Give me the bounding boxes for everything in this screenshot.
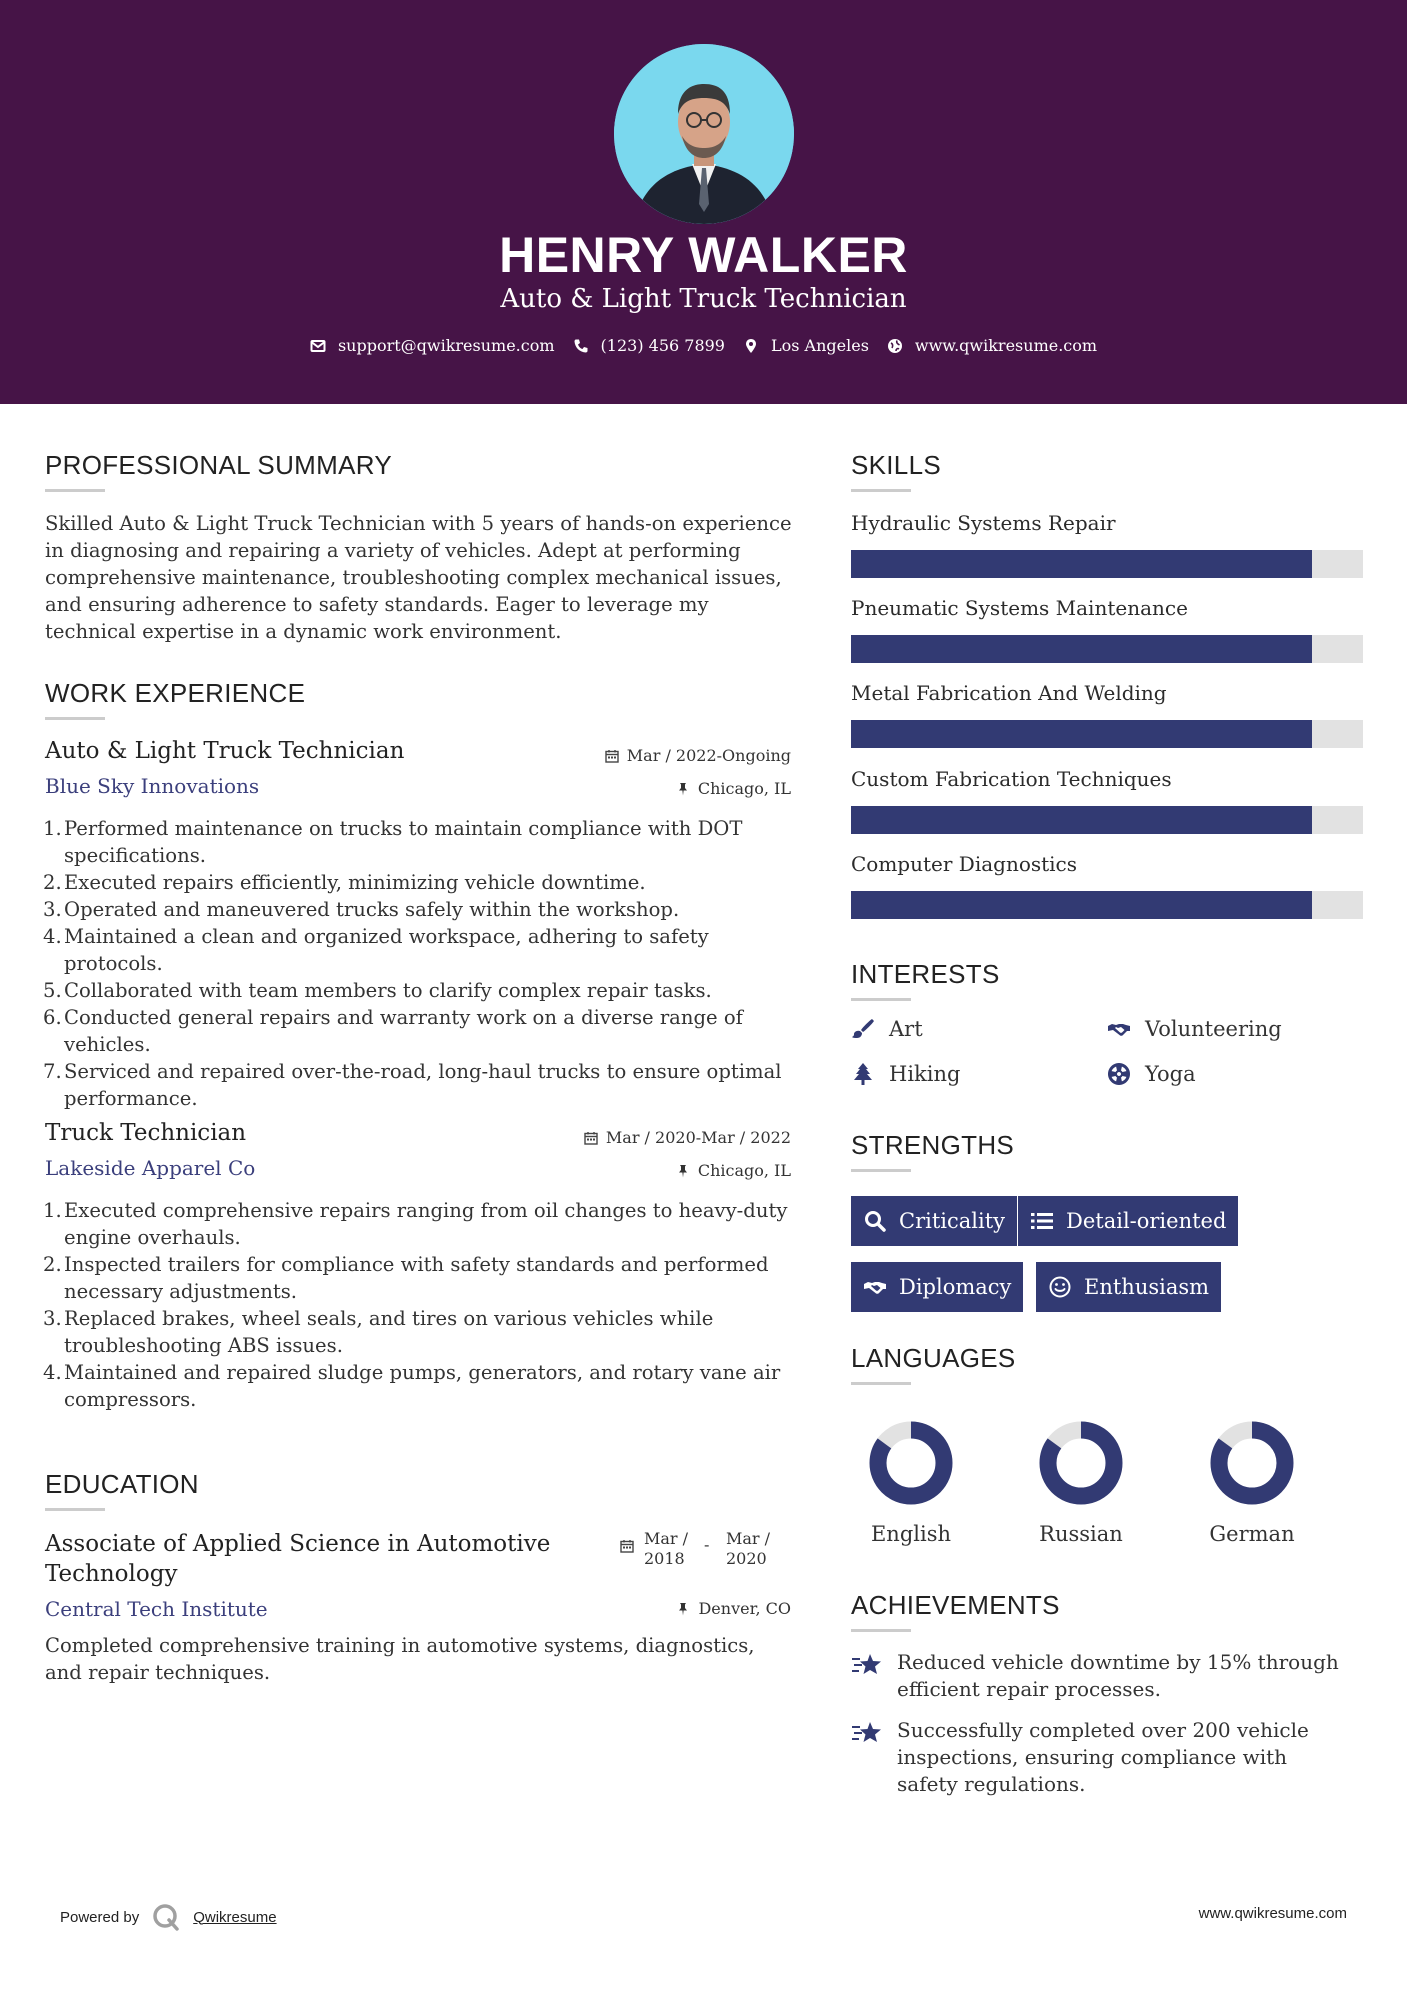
interest-label: Hiking: [889, 1062, 961, 1086]
candidate-name: HENRY WALKER: [499, 227, 908, 283]
degree-title: Associate of Applied Science in Automotive Technology: [45, 1531, 551, 1587]
globe-icon: [887, 338, 903, 354]
footer-website-link[interactable]: www.qwikresume.com: [1198, 1905, 1347, 1922]
calendar-icon: [605, 749, 619, 763]
handshake-icon: [1107, 1017, 1131, 1041]
list-item: 6. Conducted general repairs and warranty work on a diverse range of vehicles.: [43, 1006, 743, 1056]
skills-heading: SKILLS: [851, 450, 941, 480]
list-item: 2. Inspected trailers for compliance with safety standards and performed necessary adjustments.: [43, 1253, 769, 1303]
interest-volunteering: [1107, 1017, 1282, 1041]
list-icon: [1030, 1209, 1054, 1233]
summary-text: Skilled Auto & Light Truck Technician with 5 years of hands-on experience in diagnosing and repairing a variety of vehicles. Adept at performing comprehensive maintenance, troubleshooting complex mechanical issues, and ensuring adherence to safety standards. Eager to leverage my technical expertise in a dynamic work environment.: [45, 512, 792, 643]
footer-powered-by: [60, 1902, 277, 1932]
achievements-divider: [851, 1629, 911, 1632]
strength-chip-detail-oriented: [1018, 1196, 1238, 1246]
powered-by-label: Powered by: [60, 1908, 140, 1926]
skill-bar: [851, 550, 1363, 578]
qwikresume-link[interactable]: Qwikresume: [193, 1908, 277, 1926]
skill-bar-fill: [851, 806, 1312, 834]
job-title: Truck Technician: [45, 1120, 247, 1146]
pushpin-icon: [676, 782, 690, 796]
interest-art: [851, 1017, 923, 1041]
skill-name: Custom Fabrication Techniques: [851, 767, 1172, 791]
language-german: [1192, 1418, 1312, 1546]
skill-bar-fill: [851, 891, 1312, 919]
job-title: Auto & Light Truck Technician: [45, 738, 405, 764]
search-icon: [863, 1209, 887, 1233]
strength-chip-criticality: [851, 1196, 1017, 1246]
language-name: German: [1209, 1522, 1295, 1546]
pushpin-icon: [676, 1602, 690, 1616]
list-item: 2. Executed repairs efficiently, minimizing vehicle downtime.: [43, 871, 646, 894]
language-donut: [1207, 1418, 1297, 1508]
education-location-text: Denver, CO: [698, 1599, 791, 1618]
contact-website[interactable]: [887, 336, 1097, 355]
school-name: Central Tech Institute: [45, 1597, 268, 1621]
date-separator: -: [704, 1535, 710, 1554]
profile-photo: [614, 44, 794, 224]
envelope-icon: [310, 338, 326, 354]
summary-heading: PROFESSIONAL SUMMARY: [45, 450, 392, 480]
contact-location[interactable]: [743, 336, 869, 355]
interest-label: Volunteering: [1145, 1017, 1282, 1041]
skill-bar: [851, 891, 1363, 919]
shooting-star-icon: [851, 1717, 883, 1749]
location-text: Los Angeles: [770, 336, 869, 355]
contact-phone[interactable]: [573, 336, 725, 355]
education-divider: [45, 1508, 105, 1511]
job-date-text: Mar / 2022-Ongoing: [626, 746, 791, 765]
calendar-icon: [620, 1539, 634, 1553]
job-location: [676, 779, 791, 798]
strength-label: Enthusiasm: [1084, 1275, 1210, 1299]
achievements-heading: ACHIEVEMENTS: [851, 1590, 1060, 1620]
job-responsibilities: [45, 815, 795, 1112]
list-item: 5. Collaborated with team members to clarify complex repair tasks.: [43, 979, 712, 1002]
language-name: English: [870, 1522, 952, 1546]
job-date-text: Mar / 2020-Mar / 2022: [605, 1128, 791, 1147]
interest-hiking: [851, 1062, 960, 1086]
pushpin-icon: [676, 1164, 690, 1178]
language-name: Russian: [1039, 1522, 1123, 1546]
education-start-date: Mar / 2018: [644, 1529, 689, 1568]
list-item: 3. Operated and maneuvered trucks safely within the workshop.: [43, 898, 680, 921]
skill-bar-fill: [851, 550, 1312, 578]
map-pin-icon: [743, 338, 759, 354]
list-item: 3. Replaced brakes, wheel seals, and tires on various vehicles while troubleshooting ABS issues.: [43, 1307, 714, 1357]
list-item: 1. Executed comprehensive repairs ranging from oil changes to heavy-duty engine overhauls.: [43, 1199, 788, 1249]
skill-bar: [851, 635, 1363, 663]
language-russian: [1021, 1418, 1141, 1546]
list-item: 4. Maintained a clean and organized workspace, adhering to safety protocols.: [43, 925, 709, 975]
skill-name: Computer Diagnostics: [851, 852, 1078, 876]
achievement-text: Reduced vehicle downtime by 15% through efficient repair processes.: [897, 1650, 1339, 1701]
languages-divider: [851, 1382, 911, 1385]
company-name: Lakeside Apparel Co: [45, 1156, 256, 1180]
strength-label: Diplomacy: [899, 1275, 1012, 1299]
qwikresume-logo-icon: [151, 1902, 181, 1932]
skill-bar-fill: [851, 720, 1312, 748]
candidate-title: Auto & Light Truck Technician: [500, 284, 907, 314]
strengths-heading: STRENGTHS: [851, 1130, 1015, 1160]
strength-chip-diplomacy: [851, 1262, 1023, 1312]
contact-email[interactable]: [310, 336, 555, 355]
achievement-item: [851, 1649, 1351, 1703]
job-date: [584, 1128, 791, 1147]
language-donut: [866, 1418, 956, 1508]
calendar-icon: [584, 1131, 598, 1145]
interests-heading: INTERESTS: [851, 959, 1000, 989]
paintbrush-icon: [851, 1017, 875, 1041]
job-location-text: Chicago, IL: [697, 779, 791, 798]
achievement-item: [851, 1717, 1351, 1798]
list-item: 7. Serviced and repaired over-the-road, long-haul trucks to ensure optimal performance.: [43, 1060, 782, 1110]
education-heading: EDUCATION: [45, 1469, 199, 1499]
strengths-divider: [851, 1169, 911, 1172]
skill-bar-fill: [851, 635, 1312, 663]
language-donut: [1036, 1418, 1126, 1508]
list-item: 1. Performed maintenance on trucks to maintain compliance with DOT specifications.: [43, 817, 743, 867]
company-name: Blue Sky Innovations: [45, 774, 260, 798]
person-portrait-icon: [614, 44, 794, 224]
skill-name: Hydraulic Systems Repair: [851, 511, 1116, 535]
interest-label: Art: [889, 1017, 923, 1041]
education-description: Completed comprehensive training in automotive systems, diagnostics, and repair techniques.: [45, 1634, 755, 1684]
tree-icon: [851, 1062, 875, 1086]
skill-bar: [851, 806, 1363, 834]
skill-name: Pneumatic Systems Maintenance: [851, 596, 1188, 620]
website-text: www.qwikresume.com: [914, 336, 1098, 355]
resume-header: [0, 0, 1407, 404]
job-location-text: Chicago, IL: [697, 1161, 791, 1180]
smile-icon: [1048, 1275, 1072, 1299]
skill-name: Metal Fabrication And Welding: [851, 681, 1167, 705]
lifering-icon: [1107, 1062, 1131, 1086]
contact-bar: [0, 336, 1407, 355]
strength-label: Criticality: [899, 1209, 1005, 1233]
interest-yoga: [1107, 1062, 1196, 1086]
job-date: [605, 746, 791, 765]
education-date: [620, 1529, 776, 1569]
skill-bar: [851, 720, 1363, 748]
experience-divider: [45, 717, 105, 720]
interest-label: Yoga: [1145, 1062, 1196, 1086]
skills-divider: [851, 489, 911, 492]
education-end-date: Mar / 2020: [726, 1529, 771, 1568]
education-location: [676, 1599, 791, 1618]
language-english: [851, 1418, 971, 1546]
interests-divider: [851, 998, 911, 1001]
email-text: support@qwikresume.com: [337, 336, 555, 355]
handshake-icon: [863, 1275, 887, 1299]
shooting-star-icon: [851, 1649, 883, 1681]
phone-text: (123) 456 7899: [600, 336, 725, 355]
strength-chip-enthusiasm: [1036, 1262, 1221, 1312]
achievement-text: Successfully completed over 200 vehicle inspections, ensuring compliance with safety regulations.: [897, 1718, 1309, 1796]
summary-divider: [45, 489, 105, 492]
phone-icon: [573, 338, 589, 354]
job-responsibilities: [45, 1197, 795, 1413]
list-item: 4. Maintained and repaired sludge pumps, generators, and rotary vane air compressors.: [43, 1361, 781, 1411]
job-location: [676, 1161, 791, 1180]
strength-label: Detail-oriented: [1066, 1209, 1227, 1233]
experience-heading: WORK EXPERIENCE: [45, 678, 306, 708]
languages-heading: LANGUAGES: [851, 1343, 1016, 1373]
